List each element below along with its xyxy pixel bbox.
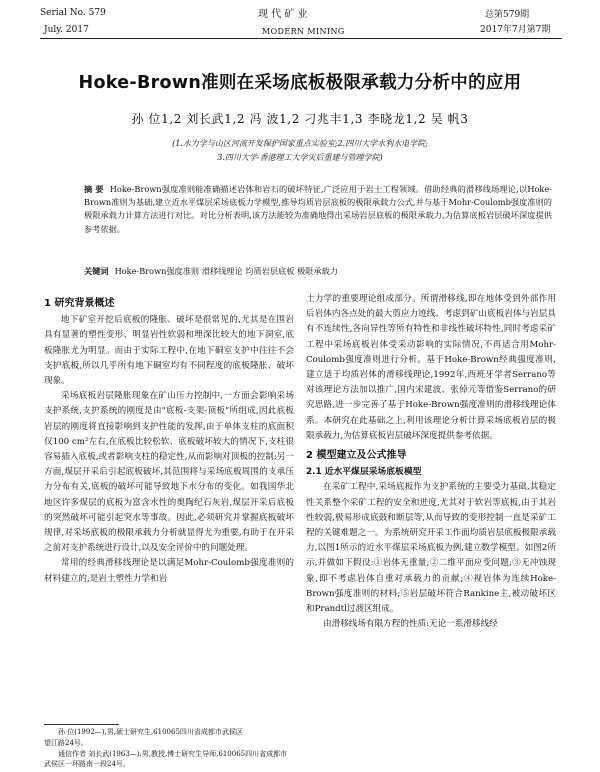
section-1-heading: 1 研究背景概述 (44, 298, 115, 309)
paragraph: 地下矿室开挖后底板的隆胀、破坏是很常见的,尤其是在围岩具有显著的塑性变形、明显岩性软弱和埋深比较大的地下洞室,底板隆胀尤为明显。而由于实际工程中,在地下硐室支护中往往不会支护底板,所以几乎所有地下硐室均有不同程度的底板隆胀、破坏现象。 (44, 315, 294, 387)
abstract (84, 183, 552, 236)
header-date-en: July. 2017 (44, 25, 89, 35)
paragraph: 在采矿工程中,采场底板作为支护系统的主要受力基础,其稳定性关系整个采矿工程的安全和进度,尤其对于软岩等底板,由于其岩性较弱,极易形成底鼓和断层等,从而导致的变形控制一直是采矿工程的关键难题之一。为系统研究开采工作面均质岩层底板极限承载力,以图1所示的近水平煤层采场底板为例,建立数学模型。如图2所示,并做如下假设:①岩体无重量;②二维平面应变问题;③无冲蚀现象,即不考虑岩体自重对承载力的贡献;④视岩体为连续Hoke-Brown强度准则的材料;⑤岩层破坏符合Rankine主,被动破坏区和Prandtl过渡区组成。 (306, 482, 556, 615)
affiliation-line-2: 3.四川大学-香港理工大学灾后重建与管理学院) (217, 153, 383, 162)
right-column (306, 292, 556, 632)
header-journal-cn: 现 代 矿 业 (258, 9, 308, 20)
paper-title: Hoke-Brown准则在采场底板极限承载力分析中的应用 (78, 73, 522, 93)
abstract-text: Hoke-Brown强度准则能准确描述岩体和岩石的破坏特征,广泛应用于岩土工程领域。借助经典的滑移线场理论,以Hoke-Brown准则为基础,建立近水平煤层采场底板力学模型,推导均质岩层底板的极限承载力公式,并与基于Mohr-Coulomb强度准则的极限承载力计算方法进行对比。对比分析表明,该方法能较为准确地得出采场岩层底板的极限承载力,为估算底板岩层破坏深度提供参考依据。 (84, 184, 552, 234)
paragraph: 采场底板岩层隆胀现象在矿山压力控制中,一方面会影响采场支护系统,支护系统的刚度是由"底板-支架-顶板"所组成,因此底板岩层的刚度将直接影响到支护性能的发挥,由于单体支柱的底面积仅100 cm²左右,在底板比较松软、底板破坏较大的情况下,支柱很容易插入底板,或者影响支柱的稳定性,从而影响对顶板的控制;另一方面,煤层开采后引起底板破坏,其范围将与采场底板周围的支承压力分布有关,底板的破坏可能导致地下水分布的变化。如我国华北地区许多煤层的底板为富含水性的奥陶纪石灰岩,煤层开采后底板的突然破坏可能引起突水等事故。因此,必须研究并掌握底板破坏规律,对采场底板的极限承载力分析就显得尤为重要,有助于在开采之前对支护系统进行设计,以及安全评价中的问题处理。 (44, 391, 294, 554)
section-2-heading: 2 模型建立及公式推导 (306, 450, 407, 462)
keywords (84, 265, 554, 277)
footnote-line: 望江路24号。 (44, 738, 88, 747)
footnote-line: 通信作者 刘长武(1963—),男,教授,博士研究生导师,610065四川省成都市武侯区一环路南一段24号。 (44, 749, 288, 769)
header-issue-cn: 总第579期 (485, 10, 530, 20)
paragraph: 常用的经典滑移线理论是以满足Mohr-Coulomb强度准则的材料建立的,是岩土塑性力学和岩 (44, 558, 294, 584)
left-column (44, 292, 294, 587)
paragraph: 土力学的重要理论组成部分。所谓滑移线,即在地体受到外部作用后岩体内各点处的最大剪应力迹线。考虑到矿山底板岩体与岩层具有不连续性,各向异性等所有特性和非线性破坏特性,同时考虑采矿工程中采场底板岩体受采动影响的实际情况,不再适合用Mohr-Coulomb强度准则进行分析。基于Hoke-Brown经典强度准则,建立适于均质岩体的滑移线理论,1992年,西班牙学者Serrano等对该理论方法加以推广,国内宋建波、张倬元等借鉴Serrano的研究思路,进一步完善了基于Hoke-Brown强度准则的滑移线理论体系。本研究在此基础之上,利用该理论分析计算采场底板岩层的极限承载力,为估算底板岩层破坏深度提供参考依据。 (306, 294, 556, 441)
affiliation-line-1: (1.水力学与山区河流开发保护国家重点实验室;2.四川大学水利水电学院; (172, 139, 428, 148)
keywords-text: Hoke-Brown强度准则 滑移线理论 均质岩层底板 极限承载力 (114, 266, 338, 276)
abstract-label: 摘 要 (84, 184, 104, 194)
keywords-label: 关键词 (84, 266, 109, 276)
subsection-2-1-heading: 2.1 近水平煤层采场底板模型 (306, 467, 422, 478)
header-journal-en: MODERN MINING (262, 27, 345, 36)
paragraph: 由滑移线场有限方程的性质:无论一系滑移线经 (323, 619, 498, 630)
author-list: 孙 位1,2 刘长武1,2 冯 波1,2 刁兆丰1,3 李晓龙1,2 吴 帆3 (131, 112, 469, 126)
footnote-rule (44, 724, 119, 725)
header-date-cn: 2017年7月第7期 (480, 25, 551, 35)
header-rule (40, 38, 562, 39)
footnote-line: 孙 位(1992—),男,硕士研究生,610065四川省成都市武侯区 (58, 728, 243, 736)
header-serial: Serial No. 579 (40, 8, 106, 18)
footnote (44, 727, 294, 770)
